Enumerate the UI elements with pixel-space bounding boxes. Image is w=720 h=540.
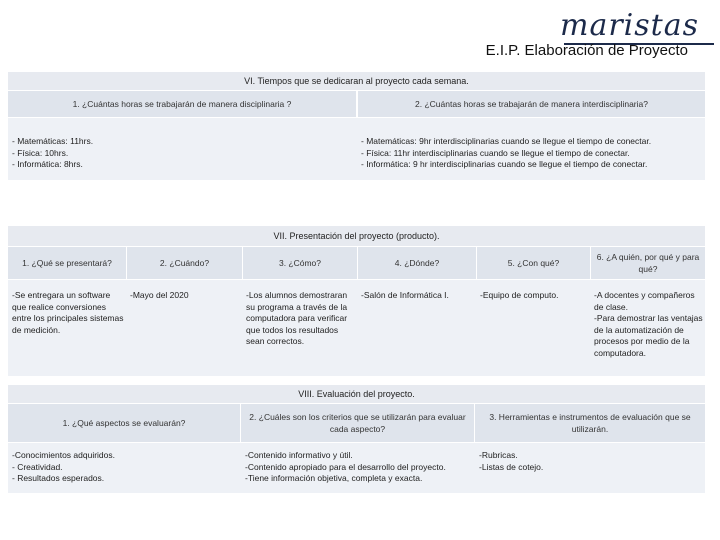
section8-header-2: 2. ¿Cuáles son los criterios que se utilizarán para evaluar cada aspecto?: [241, 404, 474, 442]
section7-header-2: 2. ¿Cuándo?: [127, 247, 242, 279]
logo-text: maristas: [560, 8, 700, 43]
section7-header-6: 6. ¿A quién, por qué y para qué?: [591, 247, 705, 279]
section7-body-5: -Equipo de computo.: [480, 290, 559, 300]
section8-body-2: -Contenido informativo y útil. -Contenido apropiado para el desarrollo del proyecto. -Tiene información objetiva, completa y exacta.: [245, 450, 446, 483]
section7-body-6: -A docentes y compañeros de clase. -Para demostrar las ventajas de la automatización de procesos por medio de la computadora.: [594, 290, 703, 358]
section7-header-1: 1. ¿Qué se presentará?: [8, 247, 126, 279]
section7-body-4: -Salón de Informática I.: [361, 290, 449, 300]
section7-header-5: 5. ¿Con qué?: [477, 247, 590, 279]
section6-col2-header: 2. ¿Cuántas horas se trabajarán de manera interdisciplinaria?: [358, 91, 705, 117]
section7-title: VII. Presentación del proyecto (producto).: [8, 226, 705, 247]
section8-header-1: 1. ¿Qué aspectos se evaluarán?: [8, 404, 240, 442]
section8-header-3: 3. Herramientas e instrumentos de evaluación que se utilizarán.: [475, 404, 705, 442]
section6-col2-body: - Matemáticas: 9hr interdisciplinarias cuando se llegue el tiempo de conectar. - Física: 11hr interdisciplinarias cuando se llegue el tiempo de conectar. - Informática: 9 hr interdisciplinarias cuando se llegue el tiempo de conectar.: [361, 136, 652, 169]
section7-body-1: -Se entregara un software que realice conversiones entre los principales sistemas de medición.: [12, 290, 124, 335]
section7-header-3: 3. ¿Cómo?: [243, 247, 357, 279]
section6-col1-header: 1. ¿Cuántas horas se trabajarán de manera disciplinaria ?: [8, 91, 356, 117]
section6-title: VI. Tiempos que se dedicaran al proyecto cada semana.: [8, 72, 705, 91]
page-title: E.I.P. Elaboración de Proyecto: [485, 42, 688, 59]
section8-body-3: -Rubricas. -Listas de cotejo.: [479, 450, 544, 472]
section7-body-3: -Los alumnos demostraran su programa a través de la computadora para verificar que todos los resultados sean correctos.: [246, 290, 348, 346]
section8-title: VIII. Evaluación del proyecto.: [8, 385, 705, 404]
maristas-logo: [560, 6, 716, 42]
section8-body-1: -Conocimientos adquiridos. - Creatividad. - Resultados esperados.: [12, 450, 115, 483]
section6-col1-body: - Matemáticas: 11hrs. - Física: 10hrs. - Informática: 8hrs.: [12, 136, 94, 169]
section7-header-4: 4. ¿Dónde?: [358, 247, 476, 279]
section7-body-2: -Mayo del 2020: [130, 290, 189, 300]
